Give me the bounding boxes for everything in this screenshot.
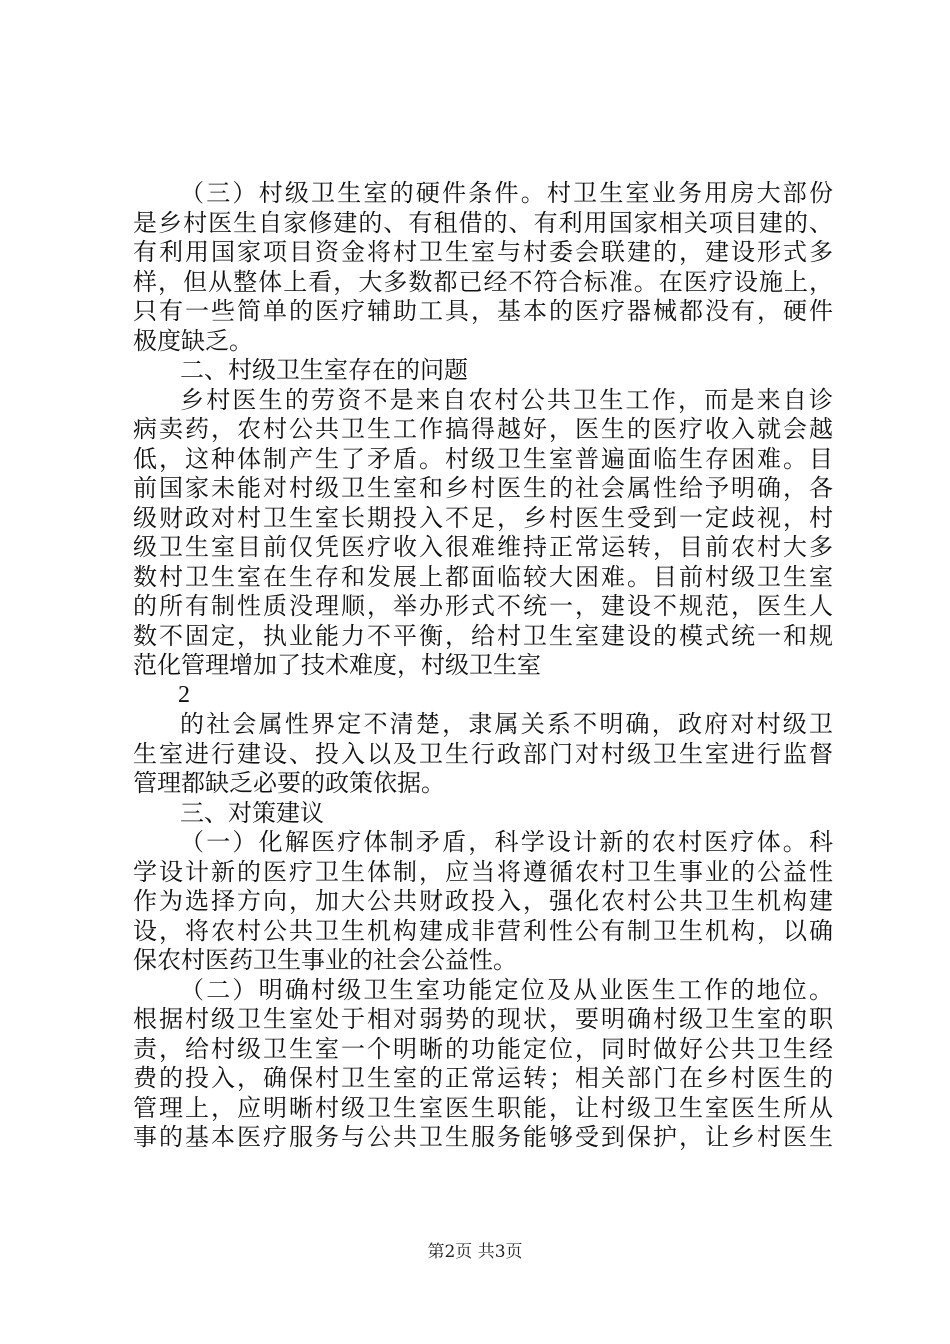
paragraph-line: 乡村医生的劳资不是来自农村公共卫生工作，而是来自诊 bbox=[180, 385, 833, 414]
paragraph-line: 责，给村级卫生室一个明晰的功能定位，同时做好公共卫生经 bbox=[133, 1034, 833, 1063]
paragraph-line: 生室进行建设、投入以及卫生行政部门对村级卫生室进行监督 bbox=[133, 739, 833, 768]
paragraph-line: （三）村级卫生室的硬件条件。村卫生室业务用房大部份 bbox=[180, 179, 833, 207]
paragraph-line: 管理都缺乏必要的政策依据。 bbox=[133, 769, 445, 797]
paragraph-line: （二）明确村级卫生室功能定位及从业医生工作的地位。 bbox=[180, 975, 833, 1004]
paragraph-line: 前国家未能对村级卫生室和乡村医生的社会属性给予明确，各 bbox=[133, 474, 833, 502]
paragraph-line: 根据村级卫生室处于相对弱势的现状，要明确村级卫生室的职 bbox=[133, 1005, 833, 1033]
paragraph-line: 有利用国家项目资金将村卫生室与村委会联建的，建设形式多 bbox=[133, 238, 833, 266]
section-heading: 二、村级卫生室存在的问题 bbox=[180, 356, 468, 384]
paragraph-line: 的所有制性质没理顺，举办形式不统一，建设不规范，医生人 bbox=[133, 592, 833, 620]
paragraph-line: 样，但从整体上看，大多数都已经不符合标准。在医疗设施上， bbox=[133, 267, 833, 296]
paragraph-line: 病卖药，农村公共卫生工作搞得越好，医生的医疗收入就会越 bbox=[133, 415, 833, 443]
paragraph-line: （一）化解医疗体制矛盾，科学设计新的农村医疗体。科 bbox=[180, 828, 833, 856]
paragraph-line: 范化管理增加了技术难度，村级卫生室 bbox=[133, 651, 541, 679]
inline-page-number: 2 bbox=[178, 681, 190, 708]
paragraph-line: 是乡村医生自家修建的、有租借的、有利用国家相关项目建的、 bbox=[133, 208, 833, 237]
paragraph-line: 数村卫生室在生存和发展上都面临较大困难。目前村级卫生室 bbox=[133, 562, 833, 591]
paragraph-line: 保农村医药卫生事业的社会公益性。 bbox=[133, 946, 517, 974]
page-footer: 第2页 共3页 bbox=[427, 1242, 523, 1262]
paragraph-line: 事的基本医疗服务与公共卫生服务能够受到保护，让乡村医生 bbox=[133, 1123, 833, 1151]
paragraph-line: 级卫生室目前仅凭医疗收入很难维持正常运转，目前农村大多 bbox=[133, 533, 833, 561]
paragraph-line: 级财政对村卫生室长期投入不足，乡村医生受到一定歧视，村 bbox=[133, 503, 833, 532]
paragraph-line: 低，这种体制产生了矛盾。村级卫生室普遍面临生存困难。目 bbox=[133, 444, 833, 473]
paragraph-line: 只有一些简单的医疗辅助工具，基本的医疗器械都没有，硬件 bbox=[133, 297, 833, 325]
paragraph-line: 的社会属性界定不清楚，隶属关系不明确，政府对村级卫 bbox=[180, 710, 833, 738]
paragraph-line: 极度缺乏。 bbox=[133, 326, 253, 355]
paragraph-line: 费的投入，确保村卫生室的正常运转；相关部门在乡村医生的 bbox=[133, 1064, 833, 1092]
paragraph-line: 作为选择方向，加大公共财政投入，强化农村公共卫生机构建 bbox=[133, 887, 833, 915]
paragraph-line: 数不固定，执业能力不平衡，给村卫生室建设的模式统一和规 bbox=[133, 621, 833, 650]
paragraph-line: 设，将农村公共卫生机构建成非营利性公有制卫生机构，以确 bbox=[133, 916, 833, 945]
paragraph-line: 学设计新的医疗卫生体制，应当将遵循农村卫生事业的公益性 bbox=[133, 857, 833, 886]
paragraph-line: 管理上，应明晰村级卫生室医生职能，让村级卫生室医生所从 bbox=[133, 1093, 833, 1122]
section-heading: 三、对策建议 bbox=[180, 798, 324, 827]
